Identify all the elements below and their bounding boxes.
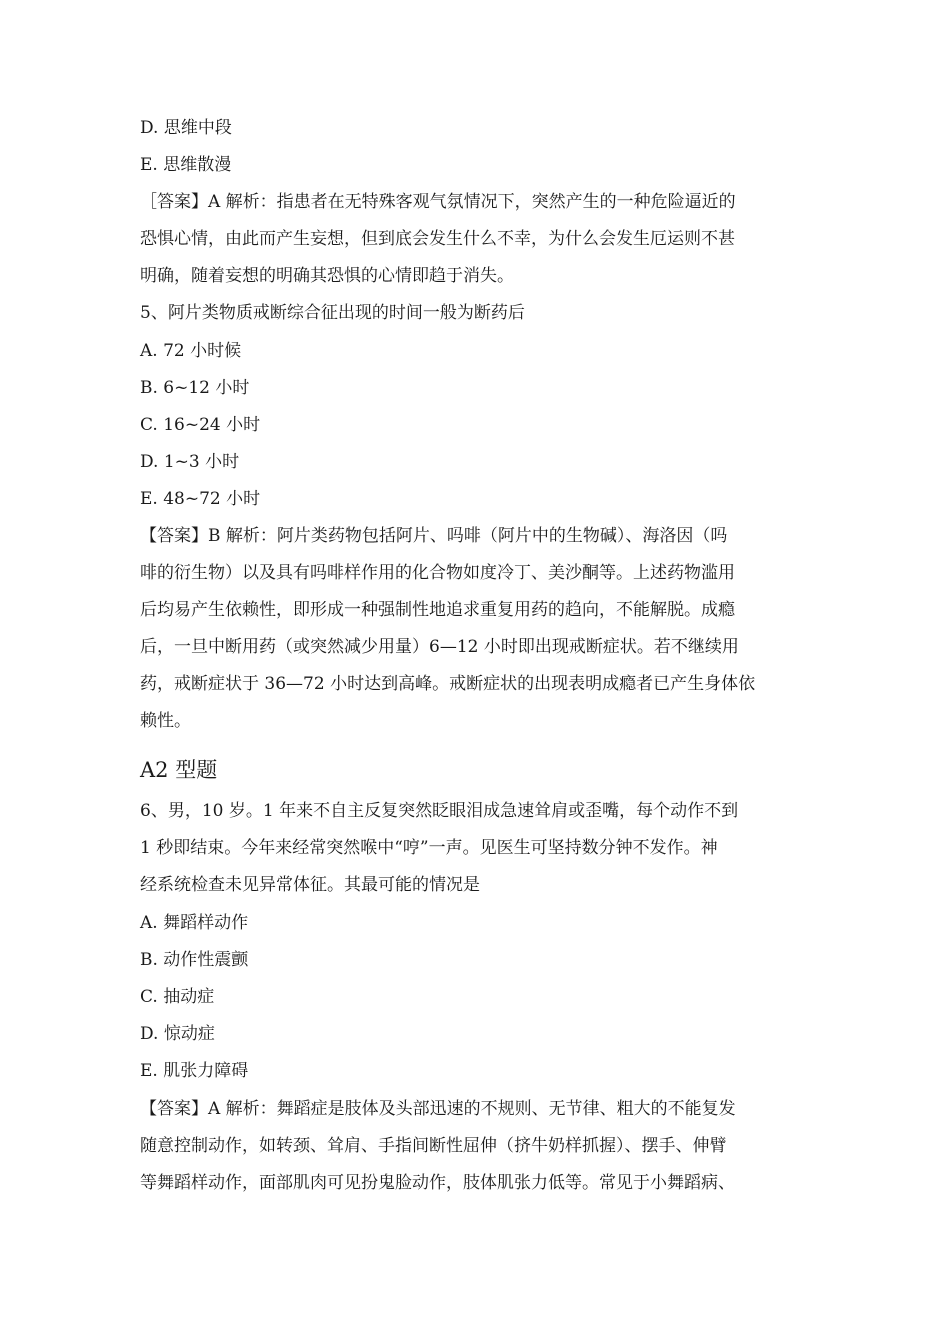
option-d: D. 思维中段 [140,118,232,138]
answer-5-line-3: 后均易产生依赖性，即形成一种强制性地追求重复用药的趋向，不能解脱。成瘾 [140,600,735,620]
question-6-line-1: 6、男，10 岁。1 年来不自主反复突然眨眼泪成急速耸肩或歪嘴，每个动作不到 [140,801,739,821]
answer-5-line-2: 啡的衍生物）以及具有吗啡样作用的化合物如度冷丁、美沙酮等。上述药物滥用 [140,563,735,583]
q5-option-c: C. 16~24 小时 [140,415,261,435]
q6-option-b: B. 动作性震颤 [140,950,249,970]
section-heading-a2: A2 型题 [140,758,218,782]
q5-option-a: A. 72 小时候 [140,341,242,361]
answer-4-line-3: 明确，随着妄想的明确其恐惧的心情即趋于消失。 [140,266,514,286]
answer-6-line-1: 【答案】A 解析：舞蹈症是肢体及头部迅速的不规则、无节律、粗大的不能复发 [140,1099,736,1119]
q6-option-a: A. 舞蹈样动作 [140,913,249,933]
q6-option-c: C. 抽动症 [140,987,215,1007]
answer-5-line-1: 【答案】B 解析：阿片类药物包括阿片、吗啡（阿片中的生物碱）、海洛因（吗 [140,526,728,546]
question-6-line-3: 经系统检查未见异常体征。其最可能的情况是 [140,875,480,895]
answer-5-line-4: 后，一旦中断用药（或突然减少用量）6—12 小时即出现戒断症状。若不继续用 [140,637,739,657]
q5-option-e: E. 48~72 小时 [140,489,261,509]
q6-option-e: E. 肌张力障碍 [140,1061,249,1081]
answer-6-line-2: 随意控制动作，如转颈、耸肩、手指间断性屈伸（挤牛奶样抓握）、摆手、伸臂 [140,1136,727,1156]
answer-6-line-3: 等舞蹈样动作，面部肌肉可见扮鬼脸动作，肢体肌张力低等。常见于小舞蹈病、 [140,1173,735,1193]
answer-4-line-1: ［答案】A 解析：指患者在无特殊客观气氛情况下，突然产生的一种危险逼近的 [140,192,736,212]
question-6-line-2: 1 秒即结束。今年来经常突然喉中“哼”一声。见医生可坚持数分钟不发作。神 [140,838,718,858]
q6-option-d: D. 惊动症 [140,1024,215,1044]
answer-4-line-2: 恐惧心情，由此而产生妄想，但到底会发生什么不幸，为什么会发生厄运则不甚 [140,229,735,249]
q5-option-d: D. 1~3 小时 [140,452,240,472]
answer-5-line-6: 赖性。 [140,711,191,731]
option-e: E. 思维散漫 [140,155,232,175]
answer-5-line-5: 药，戒断症状于 36—72 小时达到高峰。戒断症状的出现表明成瘾者已产生身体依 [140,674,756,694]
q5-option-b: B. 6~12 小时 [140,378,250,398]
question-5: 5、阿片类物质戒断综合征出现的时间一般为断药后 [140,303,525,323]
